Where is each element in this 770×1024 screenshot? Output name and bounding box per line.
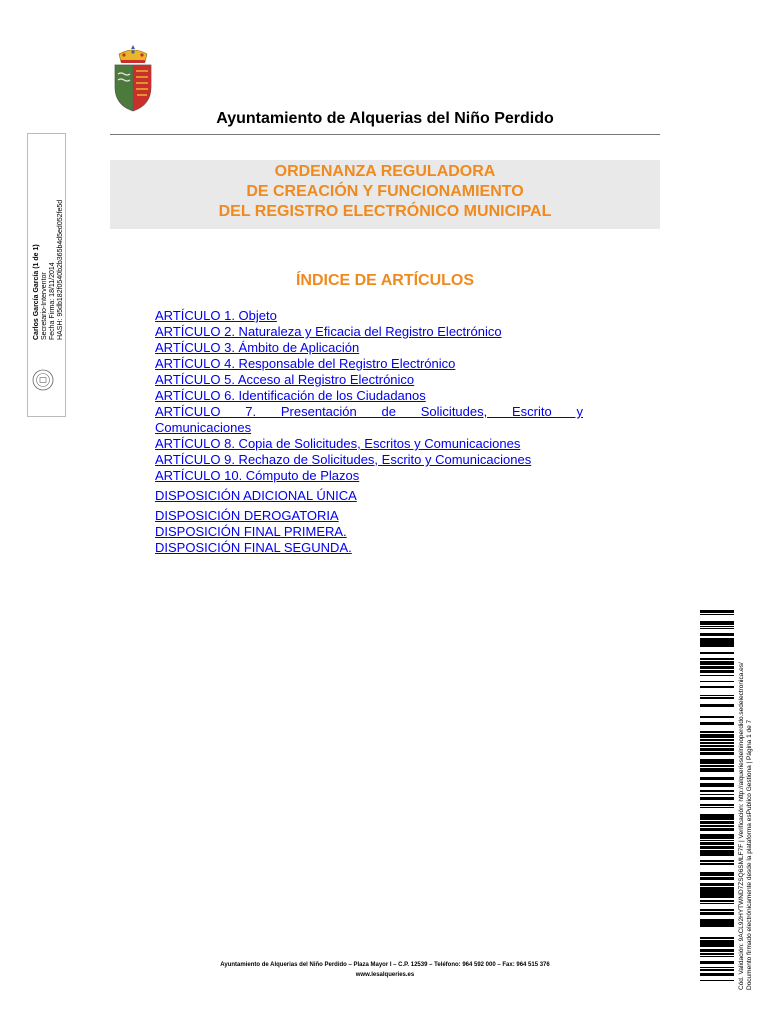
coat-of-arms-logo: [110, 44, 156, 112]
index-link-article-10[interactable]: ARTÍCULO 10. Cómputo de Plazos: [155, 468, 360, 483]
seal-icon: [31, 368, 55, 392]
index-item: [155, 420, 583, 436]
footer-address: Ayuntamiento de Alquerias del Niño Perdido – Plaza Mayor I – C.P. 12539 – Teléfono: 964 592 000 – Fax: 964 515 376: [220, 962, 550, 968]
index-item: [155, 488, 583, 504]
signature-stamp-text: [33, 90, 65, 340]
signer-name: Carlos García García (1 de 1): [33, 244, 40, 340]
header-divider: [110, 134, 660, 135]
index-link-article-5[interactable]: ARTÍCULO 5. Acceso al Registro Electrónico: [155, 372, 415, 387]
index-link-article-1[interactable]: ARTÍCULO 1. Objeto: [155, 308, 277, 323]
document-title-line-2: DE CREACIÓN Y FUNCIONAMIENTO: [246, 183, 524, 200]
index-item: [155, 540, 583, 556]
validation-code: Cód. Validación: 9ACL92HYTWND7ZSQ6SMLF7F | Verificación: http://alqueriesdelninoperdido.sedelectronica.es/: [738, 662, 745, 990]
signature-date: Fecha Firma: 18/11/2014: [49, 262, 56, 340]
index-link-article-7-cont[interactable]: Comunicaciones: [155, 420, 252, 435]
organization-title: Ayuntamiento de Alquerias del Niño Perdido: [216, 110, 554, 127]
index-link-disposicion-derogatoria[interactable]: DISPOSICIÓN DEROGATORIA: [155, 508, 339, 523]
index-item: [155, 388, 583, 404]
index-item: [155, 372, 583, 388]
index-item: [155, 524, 583, 540]
index-item: [155, 340, 583, 356]
index-item: [155, 436, 583, 452]
footer-website: www.lesalqueries.es: [355, 972, 415, 978]
index-item: [155, 404, 583, 420]
index-link-disposicion-adicional[interactable]: DISPOSICIÓN ADICIONAL ÚNICA: [155, 488, 357, 503]
page-footer: [110, 960, 660, 980]
index-link-article-9[interactable]: ARTÍCULO 9. Rechazo de Solicitudes, Escrito y Comunicaciones: [155, 452, 532, 467]
index-link-article-6[interactable]: ARTÍCULO 6. Identificación de los Ciudadanos: [155, 388, 426, 403]
document-title-line-3: DEL REGISTRO ELECTRÓNICO MUNICIPAL: [218, 203, 552, 220]
index-item: [155, 308, 583, 324]
signature-hash: HASH: 95db182f0540b2b365b4d5ed052fe5d: [57, 199, 64, 340]
barcode-image: [700, 610, 734, 982]
index-item: [155, 508, 583, 524]
index-heading: ÍNDICE DE ARTÍCULOS: [295, 272, 475, 289]
document-title-line-1: ORDENANZA REGULADORA: [274, 163, 496, 180]
index-link-article-7[interactable]: ARTÍCULO 7. Presentación de Solicitudes, Escrito y: [155, 404, 583, 419]
signer-role: Secretario-Interventor: [41, 272, 48, 340]
index-item: [155, 324, 583, 340]
index-link-disposicion-final-2[interactable]: DISPOSICIÓN FINAL SEGUNDA.: [155, 540, 352, 555]
index-item: [155, 452, 583, 468]
index-link-disposicion-final-1[interactable]: DISPOSICIÓN FINAL PRIMERA.: [155, 524, 347, 539]
index-item: [155, 468, 583, 484]
index-link-article-8[interactable]: ARTÍCULO 8. Copia de Solicitudes, Escritos y Comunicaciones: [155, 436, 521, 451]
validation-platform: Documento firmado electrónicamente desde la plataforma esPublico Gestiona | Página 1 de 7: [746, 719, 753, 990]
index-list: [155, 308, 583, 556]
index-link-article-3[interactable]: ARTÍCULO 3. Ámbito de Aplicación: [155, 340, 360, 355]
index-link-article-2[interactable]: ARTÍCULO 2. Naturaleza y Eficacia del Registro Electrónico: [155, 324, 502, 339]
index-item: [155, 356, 583, 372]
validation-text: [738, 600, 754, 990]
document-title-box: [110, 160, 660, 229]
index-link-article-4[interactable]: ARTÍCULO 4. Responsable del Registro Electrónico: [155, 356, 456, 371]
